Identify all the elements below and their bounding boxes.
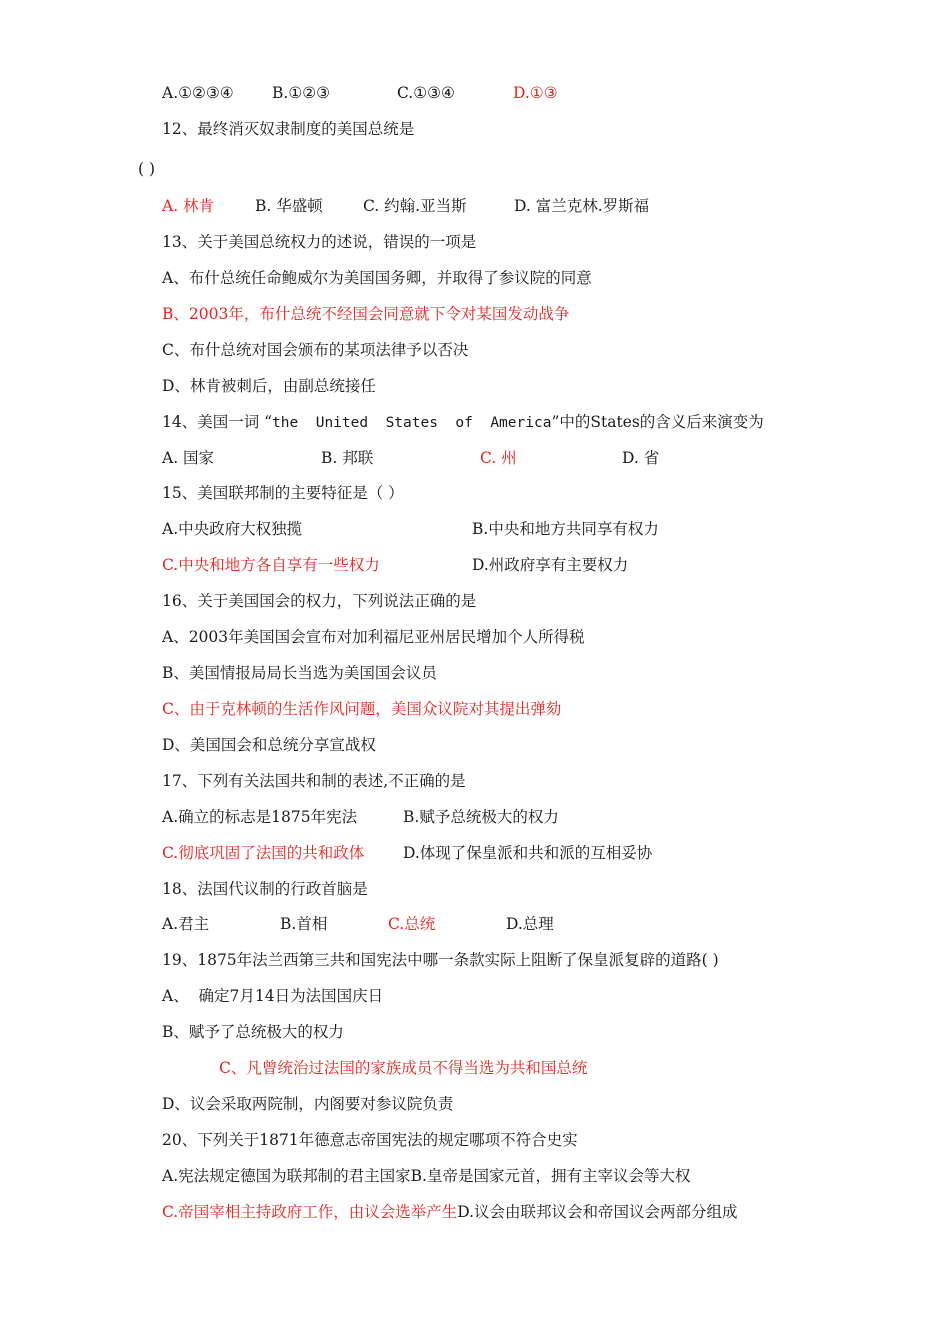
q14-option-b: B. 邦联 bbox=[321, 449, 374, 467]
q14-option-c-answer: C. 州 bbox=[480, 449, 517, 467]
q13-option-a: A、布什总统任命鲍威尔为美国国务卿，并取得了参议院的同意 bbox=[162, 269, 592, 287]
q12-option-d: D. 富兰克林.罗斯福 bbox=[514, 197, 650, 215]
q15-option-c-answer: C.中央和地方各自享有一些权力 bbox=[162, 556, 380, 574]
q15-stem: 15、美国联邦制的主要特征是（ ） bbox=[162, 484, 404, 502]
q15-option-d: D.州政府享有主要权力 bbox=[472, 556, 629, 574]
q17-stem: 17、下列有关法国共和制的表述,不正确的是 bbox=[162, 772, 466, 790]
q20-option-b: B.皇帝是国家元首，拥有主宰议会等大权 bbox=[410, 1167, 691, 1185]
q20-stem: 20、下列关于1871年德意志帝国宪法的规定哪项不符合史实 bbox=[162, 1131, 578, 1149]
q17-option-d: D.体现了保皇派和共和派的互相妥协 bbox=[403, 844, 653, 862]
q19-option-b: B、赋予了总统极大的权力 bbox=[162, 1023, 344, 1041]
q18-option-c-answer: C.总统 bbox=[388, 915, 436, 933]
q19-option-d: D、议会采取两院制，内阁要对参议院负责 bbox=[162, 1095, 454, 1113]
q17-option-c-answer: C.彻底巩固了法国的共和政体 bbox=[162, 844, 365, 862]
q17-option-b: B.赋予总统极大的权力 bbox=[403, 808, 559, 826]
q13-stem: 13、关于美国总统权力的述说，错误的一项是 bbox=[162, 233, 477, 251]
q13-option-b-answer: B、2003年，布什总统不经国会同意就下令对某国发动战争 bbox=[162, 305, 570, 323]
q12-answer-paren: ( ) bbox=[138, 160, 156, 178]
q15-option-b: B.中央和地方共同享有权力 bbox=[472, 520, 659, 538]
q18-stem: 18、法国代议制的行政首脑是 bbox=[162, 880, 368, 898]
q15-option-a: A.中央政府大权独揽 bbox=[162, 520, 303, 538]
q16-option-c-answer: C、由于克林顿的生活作风问题，美国众议院对其提出弹劾 bbox=[162, 700, 562, 718]
q11-option-d-answer: D.①③ bbox=[513, 84, 558, 102]
q20-options-row2 bbox=[162, 1202, 738, 1222]
q19-stem: 19、1875年法兰西第三共和国宪法中哪一条款实际上阻断了保皇派复辟的道路( ) bbox=[162, 951, 719, 969]
q12-option-a-answer: A. 林肯 bbox=[162, 197, 215, 215]
q14-stem-prefix: 14、美国一词 “ bbox=[162, 413, 273, 431]
q14-stem-english: the United States of America bbox=[272, 415, 552, 431]
q14-option-d: D. 省 bbox=[622, 449, 660, 467]
q11-option-c: C.①③④ bbox=[397, 84, 455, 102]
q16-option-d: D、美国国会和总统分享宣战权 bbox=[162, 736, 376, 754]
q17-option-a: A.确立的标志是1875年宪法 bbox=[162, 808, 358, 826]
q12-stem: 12、最终消灭奴隶制度的美国总统是 bbox=[162, 120, 415, 138]
q16-stem: 16、关于美国国会的权力，下列说法正确的是 bbox=[162, 592, 477, 610]
q13-option-d: D、林肯被刺后，由副总统接任 bbox=[162, 377, 376, 395]
q18-option-b: B.首相 bbox=[280, 915, 328, 933]
q14-stem bbox=[162, 412, 764, 433]
q11-option-a: A.①②③④ bbox=[162, 84, 234, 102]
q20-option-d: D.议会由联邦议会和帝国议会两部分组成 bbox=[457, 1203, 738, 1221]
q12-option-c: C. 约翰.亚当斯 bbox=[363, 197, 467, 215]
q14-option-a: A. 国家 bbox=[162, 449, 215, 467]
q12-option-b: B. 华盛顿 bbox=[255, 197, 323, 215]
q20-option-c-answer: C.帝国宰相主持政府工作，由议会选举产生 bbox=[162, 1203, 458, 1221]
q18-option-a: A.君主 bbox=[162, 915, 210, 933]
q20-option-a: A.宪法规定德国为联邦制的君主国家 bbox=[162, 1167, 411, 1185]
q19-option-c-answer: C、凡曾统治过法国的家族成员不得当选为共和国总统 bbox=[219, 1059, 588, 1077]
q16-option-a: A、2003年美国国会宣布对加利福尼亚州居民增加个人所得税 bbox=[162, 628, 585, 646]
q16-option-b: B、美国情报局局长当选为美国国会议员 bbox=[162, 664, 437, 682]
q13-option-c: C、布什总统对国会颁布的某项法律予以否决 bbox=[162, 341, 469, 359]
q11-option-b: B.①②③ bbox=[272, 84, 331, 102]
q14-stem-suffix: ”中的States的含义后来演变为 bbox=[551, 413, 764, 431]
q18-option-d: D.总理 bbox=[506, 915, 554, 933]
q19-option-a: A、 确定7月14日为法国国庆日 bbox=[162, 987, 384, 1005]
q20-options-row1 bbox=[162, 1166, 690, 1186]
